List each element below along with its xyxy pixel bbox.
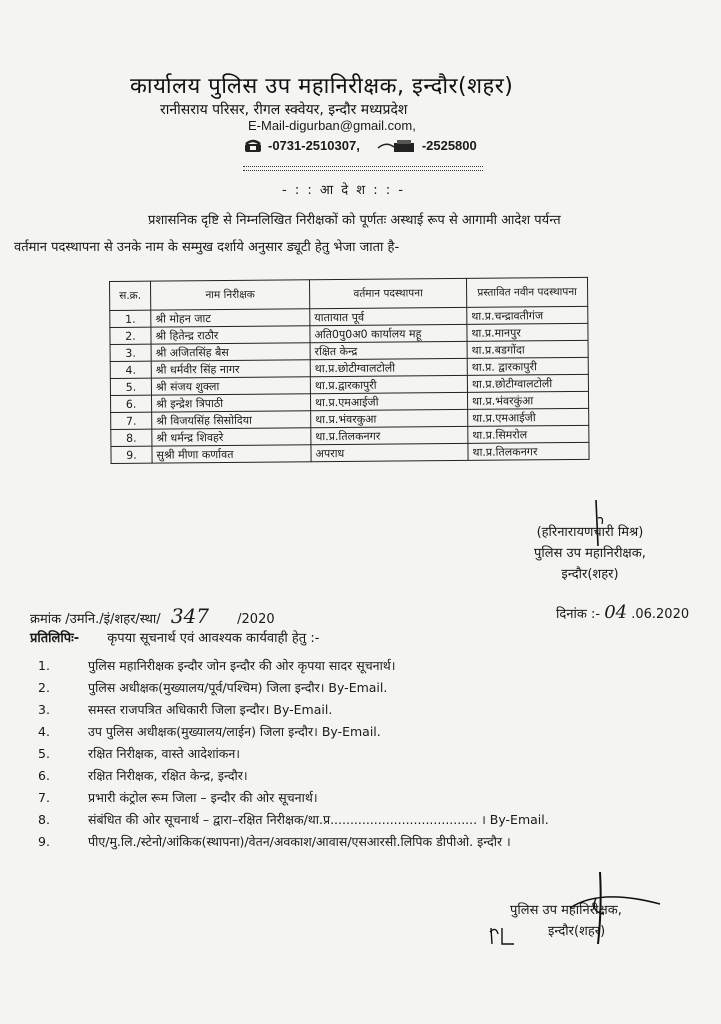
cell-proposed: था.प्र.बडगोंदा — [467, 340, 588, 358]
email-line: E-Mail-digurban@gmail.com, — [248, 118, 416, 133]
list-item: 3. समस्त राजपत्रित अधिकारी जिला इन्दौर। By-Email. — [38, 701, 333, 717]
signatory-place: इन्दौर(शहर) — [548, 924, 606, 939]
signatory-designation: पुलिस उप महानिरीक्षक, — [534, 546, 646, 561]
header-divider — [243, 170, 483, 171]
signature-block-1 — [534, 522, 646, 585]
cell-current: था.प्र.छोटीग्वालटोली — [310, 358, 467, 376]
cell-name: श्री धर्मन्द्र शिवहरे — [152, 428, 311, 446]
cell-proposed: था.प्र.चन्द्रावतीगंज — [467, 306, 588, 324]
signatory-place: इन्दौर(शहर) — [561, 567, 619, 582]
cell-current: रक्षित केन्द्र — [310, 341, 467, 359]
order-date — [556, 602, 689, 623]
cell-name: सुश्री मीणा कर्णावत — [152, 445, 311, 463]
cell-proposed: था.प्र.भंवरकुंआ — [467, 391, 588, 409]
date-rest: .06.2020 — [631, 607, 690, 622]
list-item: 7. प्रभारी कंट्रोल रूम जिला – इन्दौर की ओर सूचनार्थ। — [38, 789, 318, 805]
list-item: 8. संबंधित की ओर सूचनार्थ – द्वारा–रक्षित निरीक्षक/था.प्र..................................... । By-Email. — [38, 811, 549, 827]
fax-icon — [376, 139, 416, 153]
cell-serial: 9. — [111, 446, 152, 463]
cell-serial: 6. — [110, 395, 151, 412]
copy-to-text: कृपया सूचनार्थ एवं आवश्यक कार्यवाही हेतु :- — [107, 631, 320, 646]
cell-serial: 2. — [110, 327, 151, 344]
cell-current: था.प्र.एमआईजी — [310, 392, 467, 410]
header-divider — [243, 166, 483, 167]
col-header-current-posting: वर्तमान पदस्थापना — [309, 278, 466, 308]
order-text-line1: प्रशासनिक दृष्टि से निम्नलिखित निरीक्षकों को पूर्णतः अस्थाई रूप से आगामी आदेश पर्यन्त — [148, 213, 561, 228]
cell-name: श्री धर्मवीर सिंह नागर — [151, 360, 310, 378]
cell-serial: 3. — [110, 344, 151, 361]
cell-current: अति0पु0अ0 कार्यालय महू — [310, 324, 467, 342]
col-header-proposed-posting: प्रस्तावित नवीन पदस्थापना — [466, 277, 587, 307]
col-header-name: नाम निरीक्षक — [151, 280, 310, 310]
copy-to-list — [38, 654, 549, 852]
signatory-designation: पुलिस उप महानिरीक्षक, — [510, 903, 622, 918]
cell-name: श्री मोहन जाट — [151, 309, 310, 327]
telephone-icon — [244, 139, 262, 153]
cell-name: श्री इन्द्रेश त्रिपाठी — [151, 394, 310, 412]
list-item: 4. उप पुलिस अधीक्षक(मुख्यालय/लाईन) जिला इन्दौर। By-Email. — [38, 723, 381, 739]
contact-line — [244, 138, 477, 153]
cell-name: श्री संजय शुक्ला — [151, 377, 310, 395]
cell-proposed: था.प्र.मानपुर — [467, 323, 588, 341]
cell-current: अपराध — [311, 443, 468, 461]
reference-year: /2020 — [237, 612, 275, 627]
office-title: कार्यालय पुलिस उप महानिरीक्षक, इन्दौर(शहर) — [130, 74, 514, 99]
cell-serial: 1. — [110, 310, 151, 327]
cell-proposed: था.प्र.एमआईजी — [468, 408, 589, 426]
table-header-row — [110, 277, 588, 310]
phone-number: -0731-2510307, — [268, 138, 360, 153]
cell-serial: 7. — [111, 412, 152, 429]
reference-number — [30, 604, 275, 628]
date-label: दिनांक :- — [556, 607, 601, 622]
cell-current: था.प्र.तिलकनगर — [311, 426, 468, 444]
list-item: 5. रक्षित निरीक्षक, वास्ते आदेशांकन। — [38, 745, 241, 761]
cell-serial: 4. — [110, 361, 151, 378]
signature-block-2 — [510, 900, 622, 942]
posting-table — [109, 277, 590, 464]
table-row — [111, 442, 589, 463]
cell-proposed: था.प्र.तिलकनगर — [468, 442, 589, 460]
order-title: - : : आ दे श : : - — [282, 183, 405, 198]
cell-name: श्री अजितसिंह बैस — [151, 343, 310, 361]
order-text-line2: वर्तमान पदस्थापना से उनके नाम के सम्मुख दर्शाये अनुसार ड्यूटी हेतु भेजा जाता है- — [14, 240, 400, 255]
cell-name: श्री हितेन्द्र राठौर — [151, 326, 310, 344]
col-header-serial: स.क्र. — [110, 281, 151, 310]
list-item: 2. पुलिस अधीक्षक(मुख्यालय/पूर्व/पश्चिम) जिला इन्दौर। By-Email. — [38, 679, 388, 695]
reference-handwritten-number: 347 — [170, 604, 209, 628]
cell-serial: 8. — [111, 429, 152, 446]
fax-number: -2525800 — [421, 138, 477, 153]
copy-to-heading — [30, 628, 319, 646]
cell-proposed: था.प्र. द्वारकापुरी — [467, 357, 588, 375]
reference-prefix: क्रमांक /उमनि./इं/शहर/स्था/ — [30, 612, 161, 627]
cell-current: यातायात पूर्व — [310, 307, 467, 325]
date-handwritten-day: 04 — [604, 602, 628, 623]
cell-proposed: था.प्र.सिमरोल — [468, 425, 589, 443]
cell-current: था.प्र.भंवरकुआ — [311, 409, 468, 427]
cell-name: श्री विजयसिंह सिसोदिया — [152, 411, 311, 429]
office-address: रानीसराय परिसर, रीगल स्क्वेयर, इन्दौर मध्यप्रदेश — [160, 102, 408, 118]
list-item: 1. पुलिस महानिरीक्षक इन्दौर जोन इन्दौर की ओर कृपया सादर सूचनार्थ। — [38, 657, 396, 673]
copy-to-label: प्रतिलिपिः- — [30, 631, 80, 646]
list-item: 9. पीए/मु.लि./स्टेनो/आंकिक(स्थापना)/वेतन/अवकाश/आवास/एसआरसी.लिपिक डीपीओ. इन्दौर । — [38, 833, 511, 849]
signatory-name: (हरिनारायणचारी मिश्र) — [536, 525, 644, 540]
cell-current: था.प्र.द्वारकापुरी — [310, 375, 467, 393]
cell-proposed: था.प्र.छोटीग्वालटोली — [467, 374, 588, 392]
cell-serial: 5. — [110, 378, 151, 395]
list-item: 6. रक्षित निरीक्षक, रक्षित केन्द्र, इन्दौर। — [38, 767, 248, 783]
